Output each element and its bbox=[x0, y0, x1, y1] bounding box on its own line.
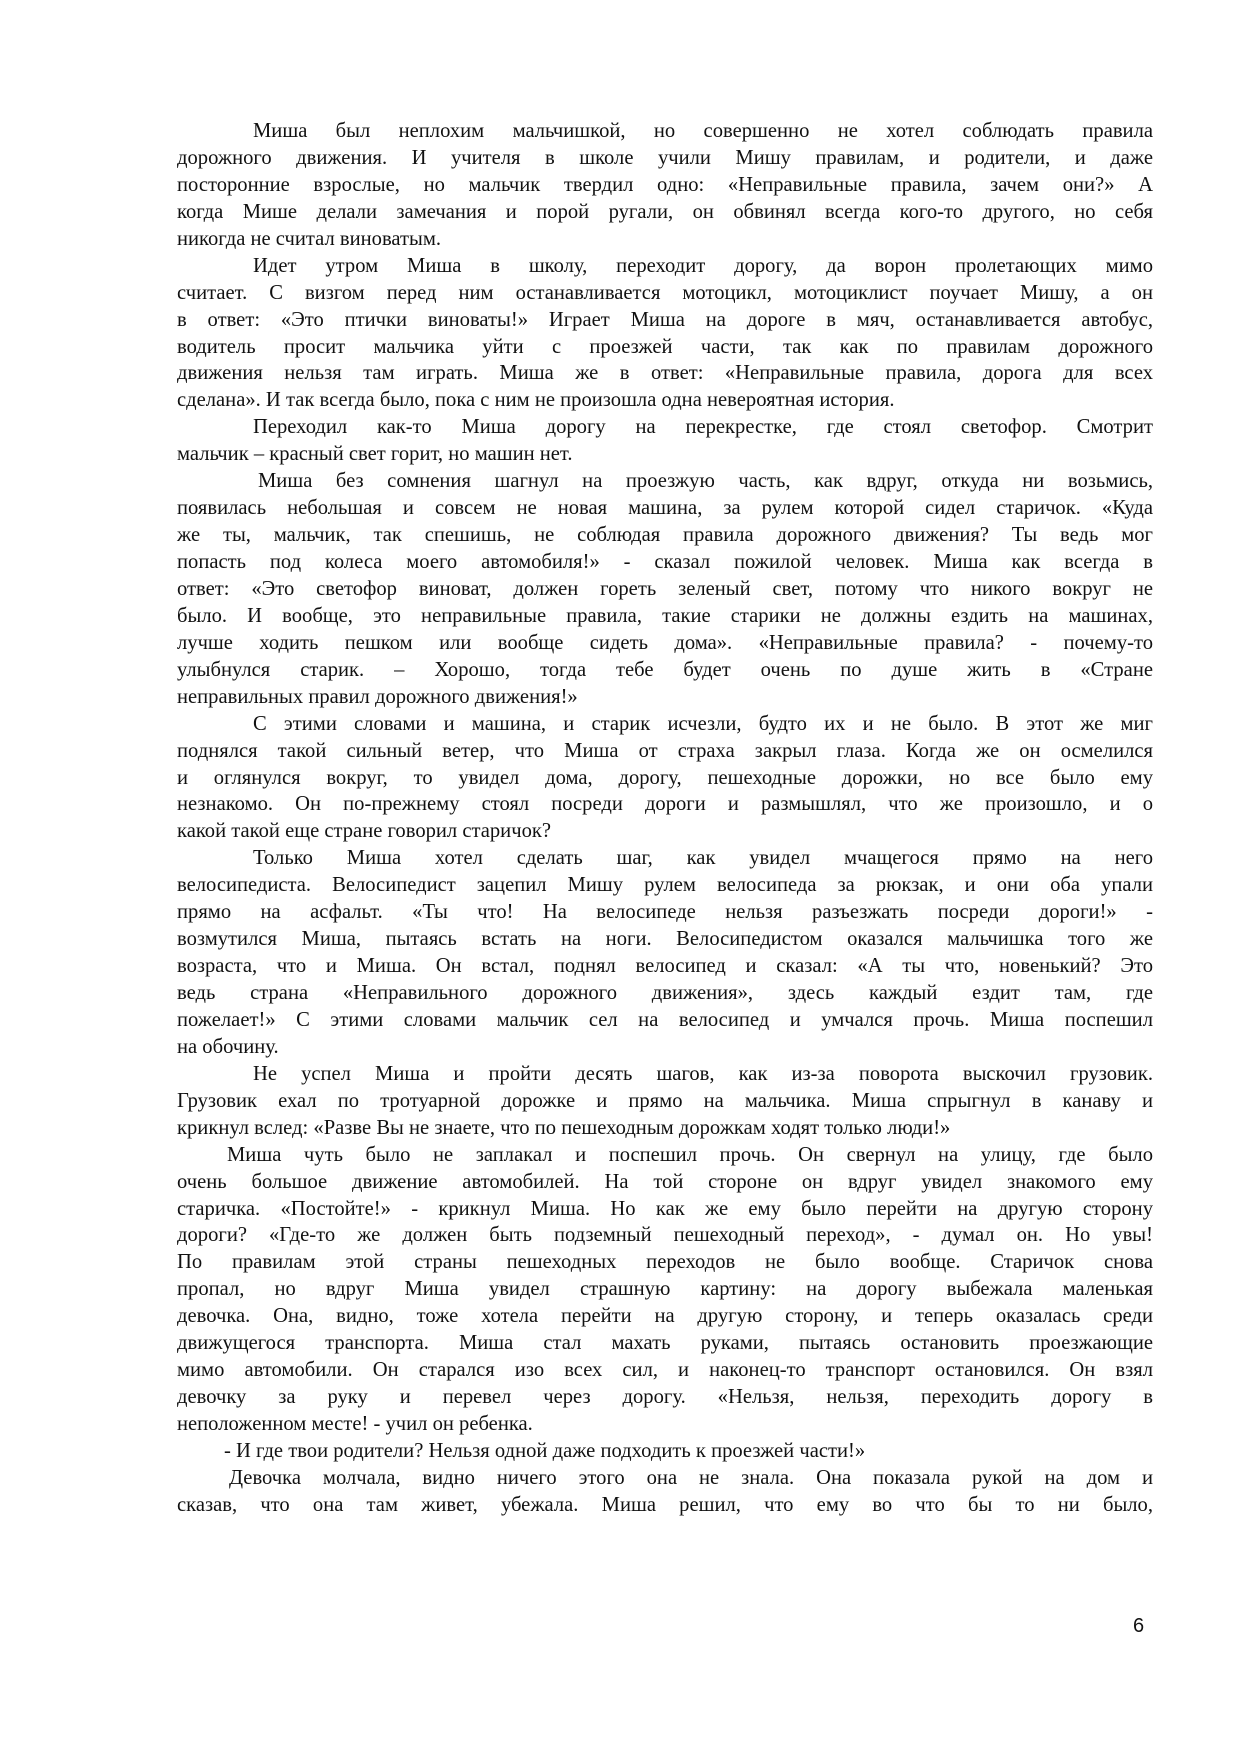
text-line: Грузовик ехал по тротуарной дорожке и прямо на мальчика. Миша спрыгнул в канаву и bbox=[177, 1089, 1153, 1112]
text-line: Девочка молчала, видно ничего этого она не знала. Она показала рукой на дом и bbox=[229, 1466, 1153, 1489]
text-line: - И где твои родители? Нельзя одной даже подходить к проезжей части!» bbox=[224, 1439, 866, 1462]
text-line: старичка. «Постойте!» - крикнул Миша. Но как же ему было перейти на другую сторону bbox=[177, 1197, 1153, 1220]
text-line: мимо автомобили. Он старался изо всех сил, и наконец-то транспорт остановился. Он взял bbox=[177, 1359, 1153, 1382]
text-line: сделана». И так всегда было, пока с ним не произошла одна невероятная история. bbox=[177, 389, 895, 412]
text-line: прямо на асфальт. «Ты что! На велосипеде нельзя разъезжать посреди дороги!» - bbox=[177, 901, 1153, 924]
text-line: очень большое движение автомобилей. На той стороне он вдруг увидел знакомого ему bbox=[177, 1170, 1153, 1193]
text-line: же ты, мальчик, так спешишь, не соблюдая правила дорожного движения? Ты ведь мог bbox=[177, 524, 1153, 547]
text-line: Только Миша хотел сделать шаг, как увидел мчащегося прямо на него bbox=[253, 847, 1153, 870]
text-line: ведь страна «Неправильного дорожного движения», здесь каждый ездит там, где bbox=[177, 982, 1153, 1004]
text-line: попасть под колеса моего автомобиля!» - сказал пожилой человек. Миша как всегда в bbox=[177, 551, 1153, 573]
text-line: возмутился Миша, пытаясь встать на ноги. Велосипедистом оказался мальчишка того же bbox=[177, 928, 1153, 951]
text-line: незнакомо. Он по-прежнему стоял посреди дороги и размышлял, что же произошло, и о bbox=[177, 793, 1153, 816]
paragraph bbox=[177, 468, 1153, 710]
paragraph bbox=[177, 1465, 1153, 1519]
text-line: Миша чуть было не заплакал и поспешил прочь. Он свернул на улицу, где было bbox=[227, 1143, 1153, 1166]
text-line: Переходил как-то Миша дорогу на перекрестке, где стоял светофор. Смотрит bbox=[253, 416, 1153, 439]
text-line: когда Мише делали замечания и порой ругали, он обвинял всегда кого-то другого, но себя bbox=[177, 200, 1153, 223]
text-line: Идет утром Миша в школу, переходит дорогу, да ворон пролетающих мимо bbox=[253, 254, 1153, 277]
text-line: никогда не считал виноватым. bbox=[177, 227, 442, 250]
text-line: Не успел Миша и пройти десять шагов, как из-за поворота выскочил грузовик. bbox=[253, 1062, 1153, 1085]
text-line: Миша был неплохим мальчишкой, но совершенно не хотел соблюдать правила bbox=[253, 120, 1153, 142]
text-line: неправильных правил дорожного движения!» bbox=[177, 685, 578, 708]
text-line: девочку за руку и перевел через дорогу. «Нельзя, нельзя, переходить дорогу в bbox=[177, 1386, 1153, 1409]
text-line: возраста, что и Миша. Он встал, поднял велосипед и сказал: «А ты что, новенький? Это bbox=[177, 955, 1153, 978]
text-line: появилась небольшая и совсем не новая машина, за рулем которой сидел старичок. «Куда bbox=[177, 497, 1153, 520]
text-line: неположенном месте! - учил он ребенка. bbox=[177, 1413, 533, 1435]
text-line: пропал, но вдруг Миша увидел страшную картину: на дорогу выбежала маленькая bbox=[177, 1278, 1153, 1301]
text-line: дороги? «Где-то же должен быть подземный пешеходный переход», - думал он. Но увы! bbox=[177, 1224, 1153, 1247]
text-line: посторонние взрослые, но мальчик твердил одно: «Неправильные правила, зачем они?» А bbox=[177, 173, 1153, 196]
paragraph bbox=[177, 253, 1153, 415]
paragraph bbox=[177, 1438, 1153, 1465]
text-line: водитель просит мальчика уйти с проезжей части, так как по правилам дорожного bbox=[177, 335, 1153, 358]
text-line: крикнул вслед: «Разве Вы не знаете, что по пешеходным дорожкам ходят только люди!» bbox=[177, 1116, 951, 1139]
text-line: пожелает!» С этими словами мальчик сел на велосипед и умчался прочь. Миша поспешил bbox=[177, 1008, 1153, 1031]
paragraph bbox=[177, 118, 1153, 253]
paragraph bbox=[177, 1061, 1153, 1142]
text-line: считает. С визгом перед ним останавливается мотоцикл, мотоциклист поучает Мишу, а он bbox=[177, 281, 1153, 304]
paragraph bbox=[177, 1142, 1153, 1438]
paragraph bbox=[177, 845, 1153, 1061]
page-number: 6 bbox=[1133, 1615, 1145, 1637]
text-line: было. И вообще, это неправильные правила, такие старики не должны ездить на машинах, bbox=[177, 604, 1153, 627]
text-line: и оглянулся вокруг, то увидел дома, дорогу, пешеходные дорожки, но все было ему bbox=[177, 766, 1153, 789]
text-line: улыбнулся старик. – Хорошо, тогда тебе будет очень по душе жить в «Стране bbox=[177, 658, 1153, 681]
text-line: движущегося транспорта. Миша стал махать руками, пытаясь остановить проезжающие bbox=[177, 1332, 1153, 1355]
document-page-body bbox=[177, 118, 1153, 1519]
text-line: дорожного движения. И учителя в школе учили Мишу правилам, и родители, и даже bbox=[177, 146, 1153, 169]
text-line: поднялся такой сильный ветер, что Миша от страха закрыл глаза. Когда же он осмелился bbox=[177, 739, 1153, 762]
paragraph bbox=[177, 414, 1153, 468]
paragraph bbox=[177, 711, 1153, 846]
text-line: какой такой еще стране говорил старичок? bbox=[177, 820, 552, 843]
text-line: Миша без сомнения шагнул на проезжую часть, как вдруг, откуда ни возьмись, bbox=[258, 470, 1153, 493]
text-line: ответ: «Это светофор виноват, должен гореть зеленый свет, потому что никого вокруг не bbox=[177, 577, 1153, 600]
text-line: сказав, что она там живет, убежала. Миша решил, что ему во что бы то ни было, bbox=[177, 1493, 1153, 1516]
text-line: в ответ: «Это птички виноваты!» Играет Миша на дороге в мяч, останавливается автобус, bbox=[177, 308, 1153, 331]
text-line: на обочину. bbox=[177, 1035, 279, 1058]
text-line: лучше ходить пешком или вообще сидеть дома». «Неправильные правила? - почему-то bbox=[177, 631, 1153, 654]
text-line: велосипедиста. Велосипедист зацепил Мишу рулем велосипеда за рюкзак, и они оба упали bbox=[177, 874, 1153, 897]
text-line: мальчик – красный свет горит, но машин нет. bbox=[177, 443, 573, 466]
text-line: девочка. Она, видно, тоже хотела перейти на другую сторону, и теперь оказалась среди bbox=[177, 1305, 1153, 1328]
text-line: По правилам этой страны пешеходных переходов не было вообще. Старичок снова bbox=[177, 1251, 1153, 1274]
text-line: движения нельзя там играть. Миша же в ответ: «Неправильные правила, дорога для всех bbox=[177, 362, 1153, 385]
text-line: С этими словами и машина, и старик исчезли, будто их и не было. В этот же миг bbox=[253, 712, 1153, 735]
